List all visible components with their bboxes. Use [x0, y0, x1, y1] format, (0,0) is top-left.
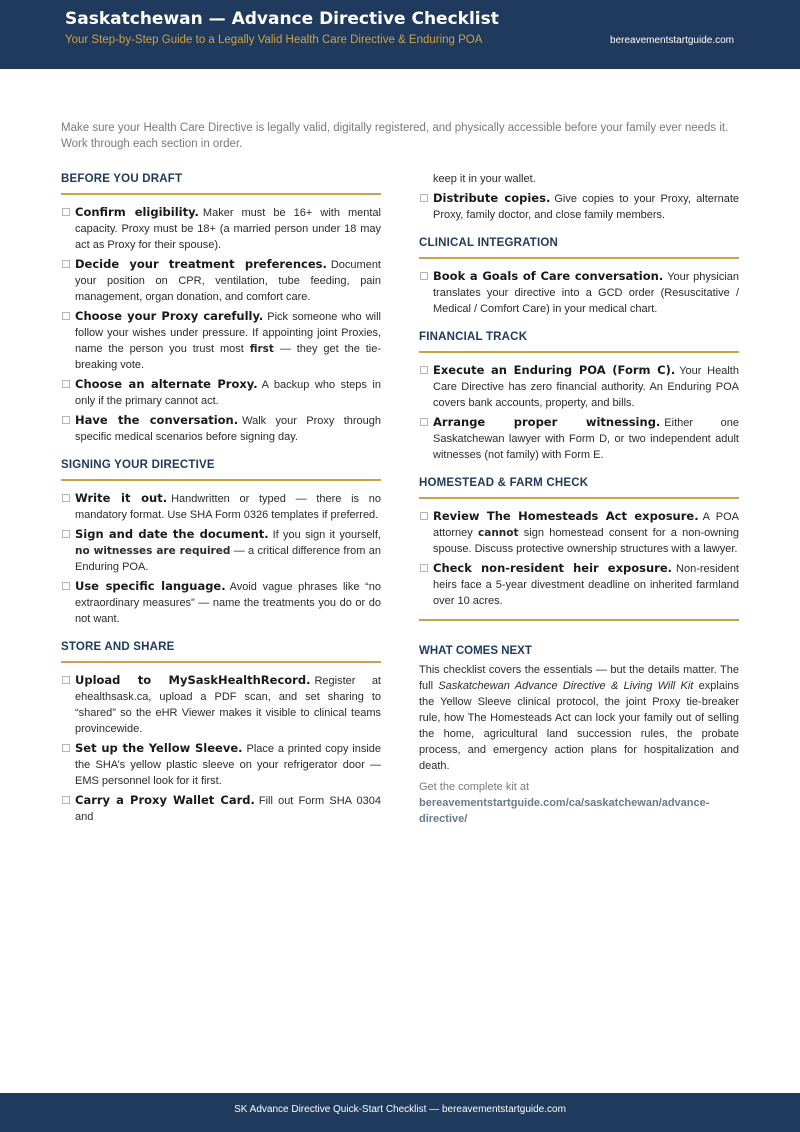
item-lead: Sign and date the document.	[75, 527, 269, 541]
checklist-item	[61, 412, 381, 445]
checklist-item	[419, 414, 739, 463]
item-text: Non-resident heirs face a 5-year divestment deadline on inherited farmland over 10 acres.	[433, 563, 739, 607]
item-text: Avoid vague phrases like “no extraordinary measures” — name the treatments you do or do not want.	[75, 581, 381, 625]
item-lead: Execute an Enduring POA (Form C).	[433, 363, 676, 377]
left-column	[61, 170, 381, 828]
item-lead: Carry a Proxy Wallet Card.	[75, 793, 255, 807]
item-lead: Set up the Yellow Sleeve.	[75, 741, 243, 755]
divider	[419, 619, 739, 621]
item-lead: Choose your Proxy carefully.	[75, 309, 264, 323]
item-text: — they get the tie-breaking vote.	[75, 343, 382, 371]
checkbox[interactable]	[62, 312, 70, 320]
checklist-item	[419, 190, 739, 223]
item-text: — a critical difference from an Enduring POA.	[75, 545, 381, 573]
item-emphasis: first	[249, 343, 274, 355]
checklist-item	[61, 204, 381, 253]
checklist-item	[61, 526, 381, 575]
next-body-text: explains the Yellow Sleeve clinical protocol, the joint Proxy tie-breaker rule, how The Homesteads Act can lock your family out of selling the home, agricultural land succession rules, the probate process, and emergency action plans for hospitalization and death.	[419, 680, 739, 772]
item-continuation: keep it in your wallet.	[433, 173, 536, 185]
checkbox[interactable]	[420, 564, 428, 572]
item-lead: Book a Goals of Care conversation.	[433, 269, 664, 283]
checklist-item	[419, 508, 739, 557]
section-title-signing: SIGNING YOUR DIRECTIVE	[61, 456, 381, 481]
checkbox[interactable]	[62, 582, 70, 590]
item-lead: Write it out.	[75, 491, 168, 505]
item-emphasis: cannot	[478, 527, 519, 539]
item-text: If you sign it yourself,	[272, 529, 381, 541]
page-subtitle: Your Step-by-Step Guide to a Legally Valid Health Care Directive & Enduring POA	[65, 34, 483, 46]
checkbox[interactable]	[62, 530, 70, 538]
checkbox[interactable]	[62, 796, 70, 804]
item-lead: Review The Homesteads Act exposure.	[433, 509, 699, 523]
checklist-item	[61, 376, 381, 409]
checklist-item	[61, 308, 381, 373]
checkbox[interactable]	[62, 208, 70, 216]
checkbox[interactable]	[420, 366, 428, 374]
item-lead: Distribute copies.	[433, 191, 551, 205]
checklist-item	[61, 490, 381, 523]
item-text: Fill out Form SHA 0304 and	[75, 795, 382, 823]
kit-name: Saskatchewan Advance Directive & Living Will Kit	[438, 680, 694, 692]
next-title: WHAT COMES NEXT	[419, 645, 532, 657]
item-text: Either one Saskatchewan lawyer with Form D, or two independent adult witnesses (not family) with Form E.	[433, 417, 739, 461]
checklist-item	[419, 362, 739, 411]
footer-text: SK Advance Directive Quick-Start Checklist — bereavementstartguide.com	[234, 1104, 566, 1115]
item-text: Document your position on CPR, ventilation, tube feeding, pain management, organ donation, and comfort care.	[75, 259, 381, 303]
item-lead: Decide your treatment preferences.	[75, 257, 327, 271]
checklist-item	[61, 256, 381, 305]
page-header	[0, 0, 800, 69]
checklist-item	[419, 560, 739, 609]
checkbox[interactable]	[62, 380, 70, 388]
item-text: A POA attorney	[433, 511, 739, 539]
section-title-before: BEFORE YOU DRAFT	[61, 170, 381, 195]
item-text: Maker must be 16+ with mental capacity. Proxy must be 18+ (a married person under 18 may act as Proxy for their spouse).	[75, 207, 381, 251]
checklist-item	[61, 792, 381, 825]
item-text: Place a printed copy inside the SHA’s yellow plastic sleeve on your refrigerator door — EMS personnel look for it first.	[75, 743, 381, 787]
item-lead: Check non-resident heir exposure.	[433, 561, 673, 575]
checkbox[interactable]	[420, 272, 428, 280]
item-text: Your physician translates your directive into a GCD order (Resuscitative / Medical / Comfort Care) in your medical chart.	[433, 271, 739, 315]
next-body	[419, 662, 739, 774]
item-lead: Choose an alternate Proxy.	[75, 377, 258, 391]
checklist-item	[61, 740, 381, 789]
item-text: A backup who steps in only if the primary cannot act.	[75, 379, 381, 407]
checkbox[interactable]	[420, 418, 428, 426]
checkbox[interactable]	[62, 416, 70, 424]
item-emphasis: no witnesses are required	[75, 545, 231, 557]
next-body-text: This checklist covers the essentials — but the details matter. The full	[419, 664, 739, 692]
item-text: Register at ehealthsask.ca, upload a PDF scan, and set sharing to “shared” so the eHR Viewer makes it visible to clinical teams provincewide.	[75, 675, 381, 735]
item-lead: Upload to MySaskHealthRecord.	[75, 673, 311, 687]
kit-url-link[interactable]: bereavementstartguide.com/ca/saskatchewan/advance-directive/	[419, 797, 710, 825]
item-text: Pick someone who will follow your wishes under pressure. If appointing joint Proxies, name the person you trust most	[75, 311, 381, 355]
item-lead: Have the conversation.	[75, 413, 239, 427]
item-lead: Confirm eligibility.	[75, 205, 199, 219]
section-title-clinical: CLINICAL INTEGRATION	[419, 234, 739, 259]
checklist-item	[419, 268, 739, 317]
checkbox[interactable]	[62, 260, 70, 268]
item-lead: Use specific language.	[75, 579, 226, 593]
section-title-financial: FINANCIAL TRACK	[419, 328, 739, 353]
intro-text: Make sure your Health Care Directive is legally valid, digitally registered, and physically accessible before your family ever needs it. Work through each section in order.	[61, 122, 729, 150]
section-title-store: STORE AND SHARE	[61, 638, 381, 663]
item-text: Your Health Care Directive has zero financial authority. An Enduring POA covers bank accounts, property, and bills.	[433, 365, 739, 409]
kit-label: Get the complete kit at	[419, 781, 530, 793]
page-footer	[0, 1093, 800, 1132]
section-title-homestead: HOMESTEAD & FARM CHECK	[419, 474, 739, 499]
checklist-item	[61, 672, 381, 737]
checkbox[interactable]	[62, 494, 70, 502]
checkbox[interactable]	[420, 512, 428, 520]
checklist-item	[61, 578, 381, 627]
item-text: Handwritten or typed — there is no mandatory format. Use SHA Form 0326 templates if preferred.	[75, 493, 381, 521]
checkbox[interactable]	[62, 676, 70, 684]
header-site-link[interactable]: bereavementstartguide.com	[610, 35, 734, 46]
item-text: sign homestead consent for a non-owning spouse. Discuss protective ownership structures with a lawyer.	[433, 527, 740, 555]
checkbox[interactable]	[62, 744, 70, 752]
item-text: Give copies to your Proxy, alternate Proxy, family doctor, and close family members.	[433, 193, 739, 221]
right-column	[419, 171, 739, 827]
item-lead: Arrange proper witnessing.	[433, 415, 661, 429]
page-title: Saskatchewan — Advance Directive Checklist	[65, 9, 499, 29]
item-text: Walk your Proxy through specific medical scenarios before signing day.	[75, 415, 382, 443]
checkbox[interactable]	[420, 194, 428, 202]
